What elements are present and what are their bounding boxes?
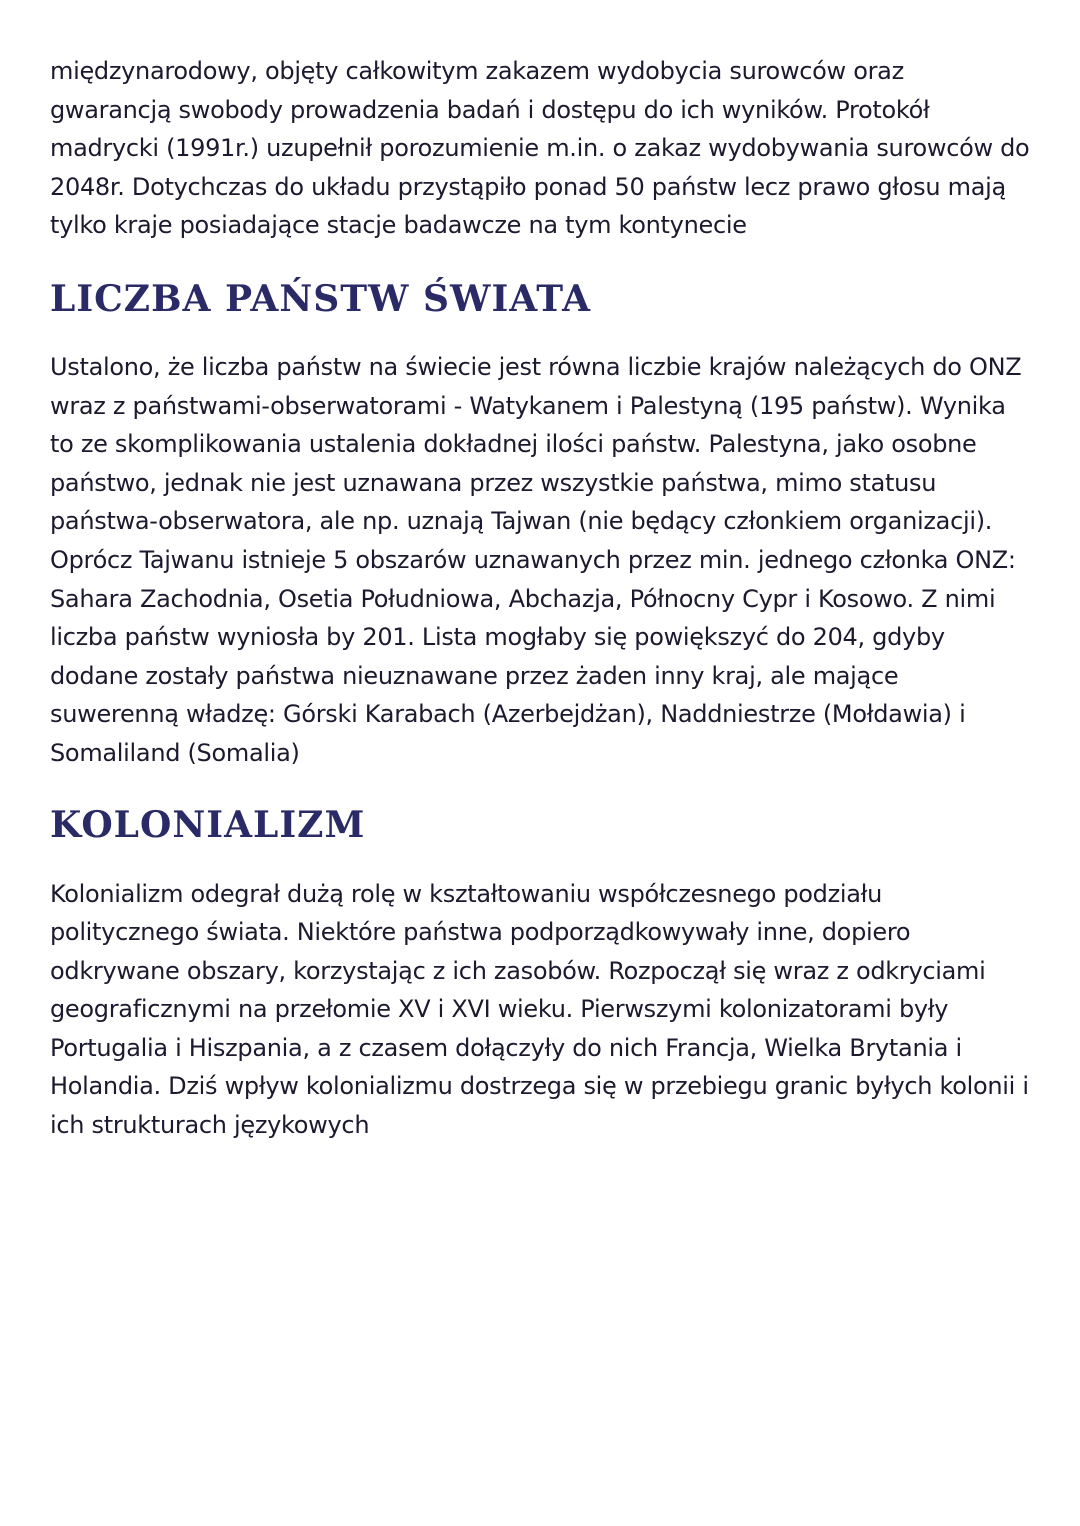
country-count-paragraph: Ustalono, że liczba państw na świecie jest równa liczbie krajów należących do ONZ wraz z państwami-obserwatorami - Watykanem i Palestyną (195 państw). Wynika to ze skomplikowania ustalenia dokładnej ilości państw. Palestyna, jako osobne państwo, jednak nie jest uznawana przez wszystkie państwa, mimo statusu państwa-obserwatora, ale np. uznają Tajwan (nie będący członkiem organizacji). Oprócz Tajwanu istnieje 5 obszarów uznawanych przez min. jednego członka ONZ: Sahara Zachodnia, Osetia Południowa, Abchazja, Północny Cypr i Kosowo. Z nimi liczba państw wyniosła by 201. Lista mogłaby się powiększyć do 204, gdyby dodane zostały państwa nieuznawane przez żaden inny kraj, ale mające suwerenną władzę: Górski Karabach (Azerbejdżan), Naddniestrze (Mołdawia) i Somaliland (Somalia) — [50, 352, 1022, 767]
intro-paragraph: międzynarodowy, objęty całkowitym zakazem wydobycia surowców oraz gwarancją swobody prowadzenia badań i dostępu do ich wyników. Protokół madrycki (1991r.) uzupełnił porozumienie m.in. o zakaz wydobywania surowców do 2048r. Dotychczas do układu przystąpiło ponad 50 państw lecz prawo głosu mają tylko kraje posiadające stacje badawcze na tym kontynecie — [50, 57, 1030, 240]
colonialism-paragraph: Kolonializm odegrał dużą rolę w kształtowaniu współczesnego podziału politycznego świata. Niektóre państwa podporządkowywały inne, dopiero odkrywane obszary, korzystając z ich zasobów. Rozpoczął się wraz z odkryciami geograficznymi na przełomie XV i XVI wieku. Pierwszymi kolonizatorami były Portugalia i Hiszpania, a z czasem dołączyły do nich Francja, Wielka Brytania i Holandia. Dziś wpływ kolonializmu dostrzega się w przebiegu granic byłych kolonii i ich strukturach językowych — [50, 879, 1029, 1140]
section-heading-country-count: LICZBA PAŃSTW ŚWIATA — [50, 277, 591, 320]
section-heading-colonialism: KOLONIALIZM — [50, 803, 366, 846]
